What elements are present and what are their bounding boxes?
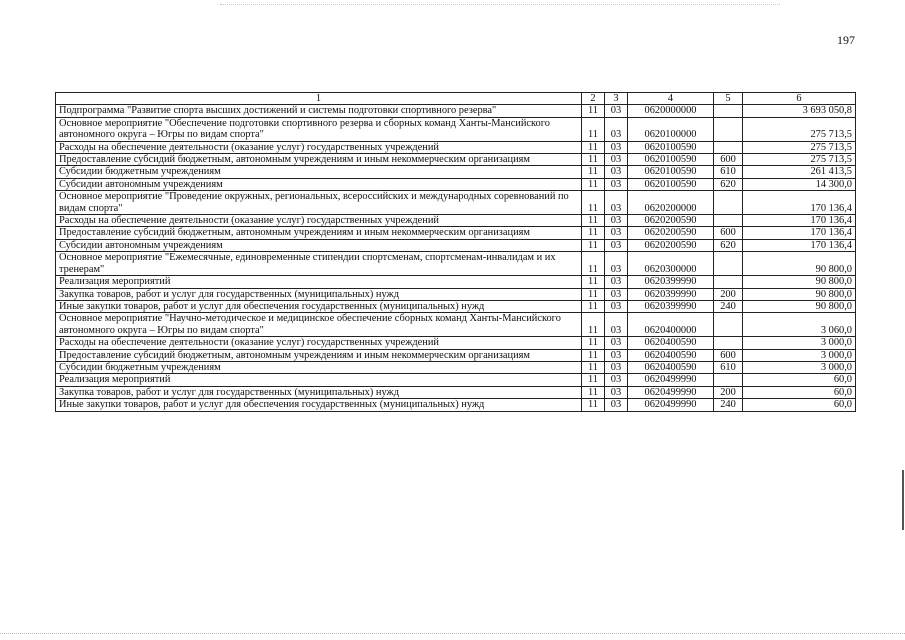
- expense-type-cell: 240: [714, 300, 743, 312]
- section-cell: 11: [582, 313, 605, 337]
- subsection-cell: 03: [605, 337, 628, 349]
- target-article-cell: 0620499990: [628, 374, 714, 386]
- subsection-cell: 03: [605, 374, 628, 386]
- table-row: [56, 117, 856, 141]
- scan-artifact-bottom: [0, 633, 905, 635]
- subsection-cell: 03: [605, 178, 628, 190]
- target-article-cell: 0620400590: [628, 361, 714, 373]
- section-cell: 11: [582, 215, 605, 227]
- subsection-cell: 03: [605, 252, 628, 276]
- section-cell: 11: [582, 178, 605, 190]
- table-row: [56, 141, 856, 153]
- subsection-cell: 03: [605, 166, 628, 178]
- expense-type-cell: 200: [714, 288, 743, 300]
- table-header-row: [56, 93, 856, 105]
- amount-cell: 60,0: [743, 374, 856, 386]
- amount-cell: 60,0: [743, 386, 856, 398]
- section-cell: 11: [582, 300, 605, 312]
- scan-artifact-top: [220, 4, 780, 6]
- expense-type-cell: 600: [714, 227, 743, 239]
- amount-cell: 261 413,5: [743, 166, 856, 178]
- table-row: [56, 105, 856, 117]
- row-name-cell: Реализация мероприятий: [56, 276, 582, 288]
- target-article-cell: 0620200590: [628, 239, 714, 251]
- amount-cell: 275 713,5: [743, 154, 856, 166]
- target-article-cell: 0620100590: [628, 141, 714, 153]
- section-cell: 11: [582, 105, 605, 117]
- amount-cell: 90 800,0: [743, 276, 856, 288]
- table-row: [56, 166, 856, 178]
- expense-type-cell: [714, 117, 743, 141]
- amount-cell: 3 000,0: [743, 361, 856, 373]
- amount-cell: 3 060,0: [743, 313, 856, 337]
- amount-cell: 170 136,4: [743, 215, 856, 227]
- table-row: [56, 349, 856, 361]
- header-col-2: 2: [582, 93, 605, 105]
- table-row: [56, 178, 856, 190]
- subsection-cell: 03: [605, 117, 628, 141]
- amount-cell: 90 800,0: [743, 300, 856, 312]
- row-name-cell: Основное мероприятие "Ежемесячные, единовременные стипендии спортсменам, спортсменам-инвалидам и их тренерам": [56, 252, 582, 276]
- expense-type-cell: [714, 276, 743, 288]
- table-row: [56, 227, 856, 239]
- table-row: [56, 252, 856, 276]
- table-row: [56, 215, 856, 227]
- section-cell: 11: [582, 399, 605, 411]
- expense-type-cell: [714, 215, 743, 227]
- row-name-cell: Основное мероприятие "Научно-методическое и медицинское обеспечение сборных команд Ханты-Мансийского автономного округа – Югры по видам спорта": [56, 313, 582, 337]
- table-row: [56, 300, 856, 312]
- target-article-cell: 0620499990: [628, 399, 714, 411]
- table-row: [56, 154, 856, 166]
- header-col-4: 4: [628, 93, 714, 105]
- expense-type-cell: 620: [714, 239, 743, 251]
- row-name-cell: Подпрограмма "Развитие спорта высших достижений и системы подготовки спортивного резерва": [56, 105, 582, 117]
- table-row: [56, 276, 856, 288]
- section-cell: 11: [582, 227, 605, 239]
- target-article-cell: 0620100000: [628, 117, 714, 141]
- expense-type-cell: [714, 141, 743, 153]
- subsection-cell: 03: [605, 349, 628, 361]
- subsection-cell: 03: [605, 105, 628, 117]
- target-article-cell: 0620000000: [628, 105, 714, 117]
- row-name-cell: Субсидии бюджетным учреждениям: [56, 361, 582, 373]
- target-article-cell: 0620100590: [628, 166, 714, 178]
- row-name-cell: Иные закупки товаров, работ и услуг для обеспечения государственных (муниципальных) нужд: [56, 300, 582, 312]
- row-name-cell: Предоставление субсидий бюджетным, автономным учреждениям и иным некоммерческим организациям: [56, 154, 582, 166]
- target-article-cell: 0620399990: [628, 288, 714, 300]
- amount-cell: 3 000,0: [743, 337, 856, 349]
- table-row: [56, 361, 856, 373]
- expense-type-cell: 610: [714, 166, 743, 178]
- target-article-cell: 0620400590: [628, 349, 714, 361]
- expense-type-cell: 240: [714, 399, 743, 411]
- budget-table: [55, 92, 856, 412]
- target-article-cell: 0620200590: [628, 215, 714, 227]
- section-cell: 11: [582, 361, 605, 373]
- section-cell: 11: [582, 374, 605, 386]
- table-body: [56, 105, 856, 411]
- subsection-cell: 03: [605, 399, 628, 411]
- section-cell: 11: [582, 166, 605, 178]
- expense-type-cell: 610: [714, 361, 743, 373]
- expense-type-cell: [714, 374, 743, 386]
- amount-cell: 275 713,5: [743, 117, 856, 141]
- section-cell: 11: [582, 252, 605, 276]
- target-article-cell: 0620400590: [628, 337, 714, 349]
- expense-type-cell: [714, 313, 743, 337]
- section-cell: 11: [582, 141, 605, 153]
- page-number: 197: [837, 33, 855, 47]
- subsection-cell: 03: [605, 276, 628, 288]
- amount-cell: 14 300,0: [743, 178, 856, 190]
- row-name-cell: Субсидии автономным учреждениям: [56, 239, 582, 251]
- row-name-cell: Расходы на обеспечение деятельности (оказание услуг) государственных учреждений: [56, 337, 582, 349]
- amount-cell: 3 693 050,8: [743, 105, 856, 117]
- header-col-5: 5: [714, 93, 743, 105]
- row-name-cell: Расходы на обеспечение деятельности (оказание услуг) государственных учреждений: [56, 141, 582, 153]
- expense-type-cell: 620: [714, 178, 743, 190]
- row-name-cell: Основное мероприятие "Обеспечение подготовки спортивного резерва и сборных команд Ханты-Мансийского автономного округа – Югры по видам спорта": [56, 117, 582, 141]
- target-article-cell: 0620300000: [628, 252, 714, 276]
- row-name-cell: Расходы на обеспечение деятельности (оказание услуг) государственных учреждений: [56, 215, 582, 227]
- subsection-cell: 03: [605, 141, 628, 153]
- subsection-cell: 03: [605, 288, 628, 300]
- header-col-6: 6: [743, 93, 856, 105]
- target-article-cell: 0620100590: [628, 154, 714, 166]
- subsection-cell: 03: [605, 227, 628, 239]
- expense-type-cell: 200: [714, 386, 743, 398]
- expense-type-cell: [714, 105, 743, 117]
- table-row: [56, 191, 856, 215]
- amount-cell: 3 000,0: [743, 349, 856, 361]
- row-name-cell: Субсидии бюджетным учреждениям: [56, 166, 582, 178]
- amount-cell: 275 713,5: [743, 141, 856, 153]
- row-name-cell: Закупка товаров, работ и услуг для государственных (муниципальных) нужд: [56, 288, 582, 300]
- subsection-cell: 03: [605, 239, 628, 251]
- target-article-cell: 0620499990: [628, 386, 714, 398]
- amount-cell: 170 136,4: [743, 239, 856, 251]
- amount-cell: 170 136,4: [743, 191, 856, 215]
- expense-type-cell: 600: [714, 154, 743, 166]
- target-article-cell: 0620400000: [628, 313, 714, 337]
- target-article-cell: 0620399990: [628, 300, 714, 312]
- header-col-1: 1: [56, 93, 582, 105]
- amount-cell: 170 136,4: [743, 227, 856, 239]
- row-name-cell: Основное мероприятие "Проведение окружных, региональных, всероссийских и международных соревнований по видам спорта": [56, 191, 582, 215]
- section-cell: 11: [582, 117, 605, 141]
- expense-type-cell: 600: [714, 349, 743, 361]
- table-row: [56, 386, 856, 398]
- row-name-cell: Предоставление субсидий бюджетным, автономным учреждениям и иным некоммерческим организациям: [56, 227, 582, 239]
- target-article-cell: 0620399990: [628, 276, 714, 288]
- subsection-cell: 03: [605, 361, 628, 373]
- row-name-cell: Субсидии автономным учреждениям: [56, 178, 582, 190]
- header-col-3: 3: [605, 93, 628, 105]
- table-row: [56, 399, 856, 411]
- expense-type-cell: [714, 337, 743, 349]
- expense-type-cell: [714, 191, 743, 215]
- section-cell: 11: [582, 239, 605, 251]
- section-cell: 11: [582, 288, 605, 300]
- subsection-cell: 03: [605, 300, 628, 312]
- section-cell: 11: [582, 154, 605, 166]
- table-row: [56, 374, 856, 386]
- subsection-cell: 03: [605, 215, 628, 227]
- section-cell: 11: [582, 276, 605, 288]
- amount-cell: 90 800,0: [743, 252, 856, 276]
- table-row: [56, 313, 856, 337]
- row-name-cell: Закупка товаров, работ и услуг для государственных (муниципальных) нужд: [56, 386, 582, 398]
- section-cell: 11: [582, 349, 605, 361]
- table-row: [56, 337, 856, 349]
- table-row: [56, 239, 856, 251]
- subsection-cell: 03: [605, 386, 628, 398]
- subsection-cell: 03: [605, 154, 628, 166]
- target-article-cell: 0620100590: [628, 178, 714, 190]
- subsection-cell: 03: [605, 191, 628, 215]
- scan-artifact-edge: [902, 470, 904, 530]
- subsection-cell: 03: [605, 313, 628, 337]
- section-cell: 11: [582, 337, 605, 349]
- row-name-cell: Предоставление субсидий бюджетным, автономным учреждениям и иным некоммерческим организациям: [56, 349, 582, 361]
- target-article-cell: 0620200590: [628, 227, 714, 239]
- amount-cell: 90 800,0: [743, 288, 856, 300]
- section-cell: 11: [582, 386, 605, 398]
- section-cell: 11: [582, 191, 605, 215]
- row-name-cell: Иные закупки товаров, работ и услуг для обеспечения государственных (муниципальных) нужд: [56, 399, 582, 411]
- row-name-cell: Реализация мероприятий: [56, 374, 582, 386]
- amount-cell: 60,0: [743, 399, 856, 411]
- target-article-cell: 0620200000: [628, 191, 714, 215]
- table-row: [56, 288, 856, 300]
- expense-type-cell: [714, 252, 743, 276]
